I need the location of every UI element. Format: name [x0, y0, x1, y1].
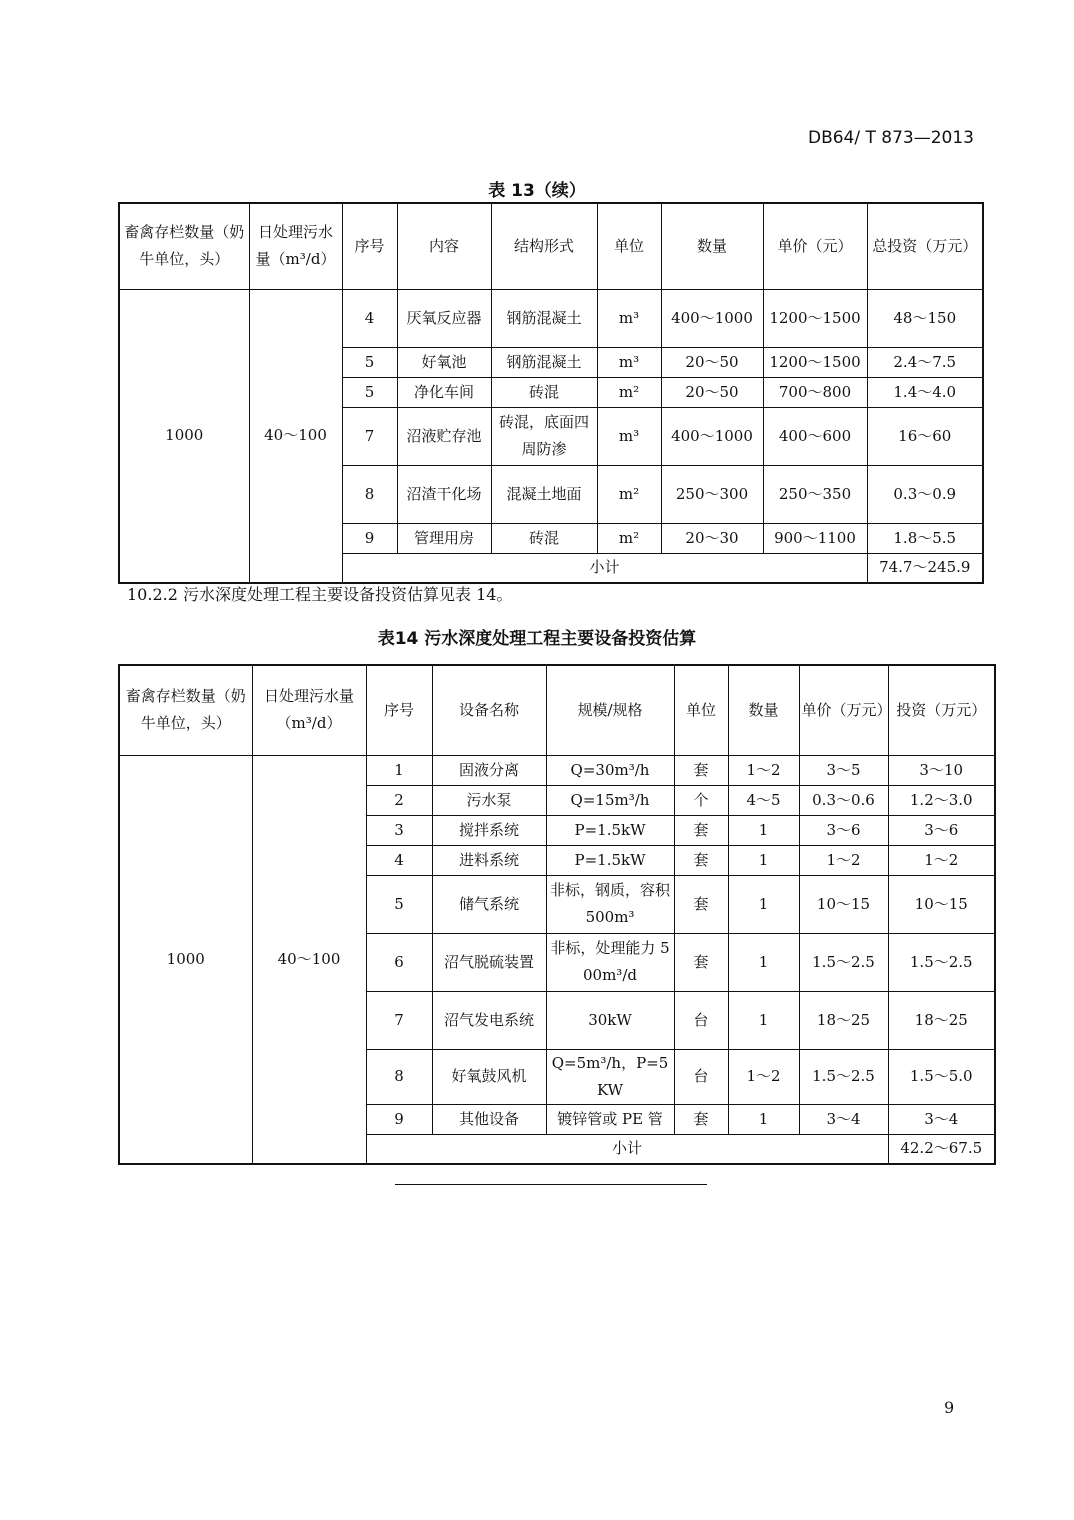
- table-cell: 好氧池: [397, 347, 491, 377]
- table-cell: 套: [674, 845, 728, 875]
- table-cell: 1.2～3.0: [888, 785, 995, 815]
- column-header: 数量: [661, 203, 763, 289]
- table-cell: 30kW: [546, 991, 674, 1049]
- table-cell: 1: [728, 1104, 799, 1134]
- table-cell: 非标，钢质，容积 500m³: [546, 875, 674, 933]
- table-cell: 个: [674, 785, 728, 815]
- table-cell: 20～50: [661, 377, 763, 407]
- column-header: 内容: [397, 203, 491, 289]
- table-cell: 6: [366, 933, 432, 991]
- column-header: 单位: [597, 203, 661, 289]
- table-cell: 20～50: [661, 347, 763, 377]
- table-cell: 2: [366, 785, 432, 815]
- table-cell: 1: [728, 845, 799, 875]
- table-cell: 污水泵: [432, 785, 546, 815]
- table-cell: Q=5m³/h，P=5KW: [546, 1049, 674, 1104]
- column-header: 投资（万元）: [888, 665, 995, 755]
- table-cell: 搅拌系统: [432, 815, 546, 845]
- table-cell: 0.3～0.9: [867, 465, 983, 523]
- table-cell: 砖混: [491, 377, 597, 407]
- table-cell: Q=30m³/h: [546, 755, 674, 785]
- table-cell: 钢筋混凝土: [491, 347, 597, 377]
- table-cell: 10～15: [799, 875, 888, 933]
- table-cell: 进料系统: [432, 845, 546, 875]
- table-cell: 1.5～5.0: [888, 1049, 995, 1104]
- column-header: 数量: [728, 665, 799, 755]
- column-header: 单价（元）: [763, 203, 867, 289]
- daily-volume-cell: 40～100: [249, 289, 342, 583]
- table-cell: 8: [366, 1049, 432, 1104]
- table-cell: 管理用房: [397, 523, 491, 553]
- page-number: 9: [944, 1398, 955, 1417]
- table-cell: 3～6: [888, 815, 995, 845]
- table-cell: 1～2: [728, 1049, 799, 1104]
- column-header: 总投资（万元）: [867, 203, 983, 289]
- table-cell: 1.4～4.0: [867, 377, 983, 407]
- table13-caption: 表 13（续）: [488, 181, 586, 201]
- table-cell: 1.5～2.5: [799, 1049, 888, 1104]
- column-header: 序号: [366, 665, 432, 755]
- table-cell: 5: [342, 377, 397, 407]
- table-cell: 0.3～0.6: [799, 785, 888, 815]
- column-header: 规模/规格: [546, 665, 674, 755]
- table-cell: 18～25: [799, 991, 888, 1049]
- table-cell: 8: [342, 465, 397, 523]
- table-cell: 400～1000: [661, 407, 763, 465]
- subtotal-label: 小计: [342, 553, 867, 583]
- table-cell: 5: [366, 875, 432, 933]
- table-cell: 套: [674, 755, 728, 785]
- table14-caption: 表14 污水深度处理工程主要设备投资估算: [377, 629, 697, 649]
- column-header: 结构形式: [491, 203, 597, 289]
- table-cell: 台: [674, 991, 728, 1049]
- table-cell: 1: [366, 755, 432, 785]
- table-cell: 套: [674, 1104, 728, 1134]
- table-cell: 3: [366, 815, 432, 845]
- table-cell: 18～25: [888, 991, 995, 1049]
- table-cell: 1～2: [799, 845, 888, 875]
- table-cell: 9: [366, 1104, 432, 1134]
- header-row: [119, 665, 995, 755]
- table-row: [119, 289, 983, 347]
- table-cell: 沼气脱硫装置: [432, 933, 546, 991]
- table-cell: 4: [342, 289, 397, 347]
- table-cell: 沼液贮存池: [397, 407, 491, 465]
- table-cell: 台: [674, 1049, 728, 1104]
- table-cell: 混凝土地面: [491, 465, 597, 523]
- table-cell: 好氧鼓风机: [432, 1049, 546, 1104]
- table-cell: 3～10: [888, 755, 995, 785]
- table-cell: 1: [728, 933, 799, 991]
- column-header: 日处理污水量（m³/d）: [249, 203, 342, 289]
- table-cell: 套: [674, 875, 728, 933]
- document-code: DB64/ T 873—2013: [807, 128, 974, 148]
- subtotal-label: 小计: [366, 1134, 888, 1164]
- table13: [118, 202, 984, 584]
- section-paragraph: 10.2.2 污水深度处理工程主要设备投资估算见表 14。: [127, 585, 513, 604]
- table-cell: 镀锌管或 PE 管: [546, 1104, 674, 1134]
- table-cell: m³: [597, 347, 661, 377]
- table-cell: m²: [597, 523, 661, 553]
- livestock-count-cell: 1000: [119, 289, 249, 583]
- table-cell: Q=15m³/h: [546, 785, 674, 815]
- table-cell: 10～15: [888, 875, 995, 933]
- table-cell: 7: [342, 407, 397, 465]
- table-cell: 7: [366, 991, 432, 1049]
- table-cell: 沼气发电系统: [432, 991, 546, 1049]
- table-cell: 5: [342, 347, 397, 377]
- table-cell: 3～4: [888, 1104, 995, 1134]
- table-cell: 3～6: [799, 815, 888, 845]
- table-cell: 2.4～7.5: [867, 347, 983, 377]
- table-cell: 砖混，底面四周防渗: [491, 407, 597, 465]
- table-cell: 1.8～5.5: [867, 523, 983, 553]
- table14: [118, 664, 996, 1165]
- table-cell: 固液分离: [432, 755, 546, 785]
- table-cell: 48～150: [867, 289, 983, 347]
- table-cell: 1.5～2.5: [799, 933, 888, 991]
- column-header: 单位: [674, 665, 728, 755]
- table-cell: m³: [597, 289, 661, 347]
- table-cell: 20～30: [661, 523, 763, 553]
- table-cell: 钢筋混凝土: [491, 289, 597, 347]
- column-header: 畜禽存栏数量（奶牛单位，头）: [119, 203, 249, 289]
- table-cell: 套: [674, 815, 728, 845]
- table-cell: 1: [728, 991, 799, 1049]
- table-cell: 700～800: [763, 377, 867, 407]
- livestock-count-cell: 1000: [119, 755, 252, 1164]
- table-row: [119, 755, 995, 785]
- subtotal-value: 74.7～245.9: [867, 553, 983, 583]
- table-cell: 3～4: [799, 1104, 888, 1134]
- table-cell: 厌氧反应器: [397, 289, 491, 347]
- table-cell: 沼渣干化场: [397, 465, 491, 523]
- table-cell: 9: [342, 523, 397, 553]
- table-cell: 砖混: [491, 523, 597, 553]
- table-cell: 1.5～2.5: [888, 933, 995, 991]
- column-header: 单价（万元）: [799, 665, 888, 755]
- table-cell: 储气系统: [432, 875, 546, 933]
- table-cell: P=1.5kW: [546, 815, 674, 845]
- table-cell: P=1.5kW: [546, 845, 674, 875]
- table-cell: 250～300: [661, 465, 763, 523]
- table-cell: 1: [728, 875, 799, 933]
- subtotal-value: 42.2～67.5: [888, 1134, 995, 1164]
- table-cell: 400～600: [763, 407, 867, 465]
- table-cell: 套: [674, 933, 728, 991]
- end-rule: [395, 1184, 707, 1185]
- table-cell: 250～350: [763, 465, 867, 523]
- table-cell: m²: [597, 377, 661, 407]
- column-header: 序号: [342, 203, 397, 289]
- table-cell: 1～2: [728, 755, 799, 785]
- table-cell: m³: [597, 407, 661, 465]
- daily-volume-cell: 40～100: [252, 755, 366, 1164]
- column-header: 设备名称: [432, 665, 546, 755]
- table-cell: 1～2: [888, 845, 995, 875]
- table-cell: m²: [597, 465, 661, 523]
- table-cell: 其他设备: [432, 1104, 546, 1134]
- table-cell: 4: [366, 845, 432, 875]
- table-cell: 1200～1500: [763, 289, 867, 347]
- header-row: [119, 203, 983, 289]
- table-cell: 16～60: [867, 407, 983, 465]
- table-cell: 4～5: [728, 785, 799, 815]
- table-cell: 净化车间: [397, 377, 491, 407]
- column-header: 日处理污水量（m³/d）: [252, 665, 366, 755]
- table-cell: 1200～1500: [763, 347, 867, 377]
- table-cell: 900～1100: [763, 523, 867, 553]
- table-cell: 400～1000: [661, 289, 763, 347]
- column-header: 畜禽存栏数量（奶牛单位，头）: [119, 665, 252, 755]
- table-cell: 1: [728, 815, 799, 845]
- table-cell: 非标，处理能力 500m³/d: [546, 933, 674, 991]
- table-cell: 3～5: [799, 755, 888, 785]
